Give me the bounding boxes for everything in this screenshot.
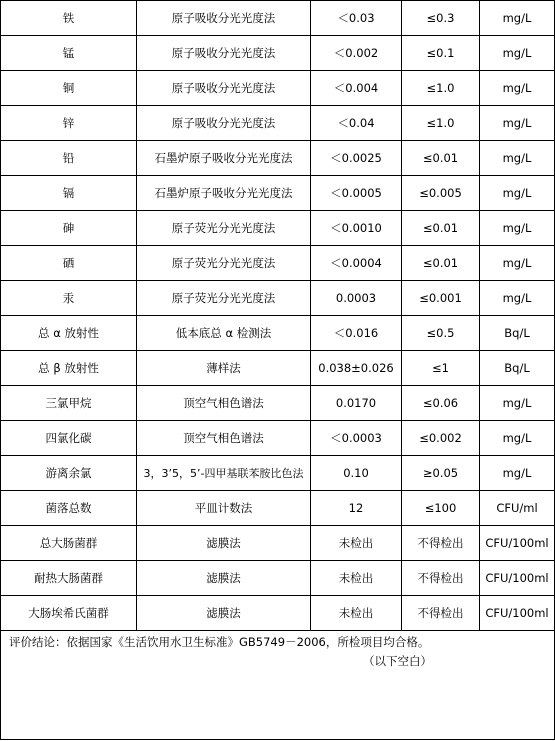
item-cell: 总 β 放射性 — [1, 351, 137, 386]
result-cell: 0.0170 — [311, 386, 402, 421]
result-cell: ＜0.04 — [311, 106, 402, 141]
result-cell: 未检出 — [311, 596, 402, 631]
conclusion-text: 评价结论：依据国家《生活饮用水卫生标准》GB5749－2006，所检项目均合格。 — [9, 635, 430, 649]
table-row — [1, 526, 555, 561]
limit-cell: ≤1.0 — [402, 71, 480, 106]
item-cell: 铅 — [1, 141, 137, 176]
table-row — [1, 316, 555, 351]
item-cell: 游离余氯 — [1, 456, 137, 491]
limit-cell: 不得检出 — [402, 561, 480, 596]
unit-cell: mg/L — [480, 211, 555, 246]
limit-cell: ≥0.05 — [402, 456, 480, 491]
method-cell: 顶空气相色谱法 — [137, 421, 311, 456]
result-cell: ＜0.004 — [311, 71, 402, 106]
table-row — [1, 561, 555, 596]
item-cell: 大肠埃希氏菌群 — [1, 596, 137, 631]
result-cell: 0.0003 — [311, 281, 402, 316]
method-cell: 滤膜法 — [137, 561, 311, 596]
method-cell: 薄样法 — [137, 351, 311, 386]
blank-note: （以下空白） — [363, 654, 432, 668]
unit-cell: Bq/L — [480, 316, 555, 351]
method-cell: 原子荧光分光光度法 — [137, 246, 311, 281]
result-cell: 12 — [311, 491, 402, 526]
limit-cell: ≤0.01 — [402, 246, 480, 281]
result-cell: ＜0.0003 — [311, 421, 402, 456]
item-cell: 铁 — [1, 1, 137, 36]
table-row — [1, 106, 555, 141]
method-cell: 低本底总 α 检测法 — [137, 316, 311, 351]
conclusion-row — [1, 631, 555, 740]
result-cell: 未检出 — [311, 561, 402, 596]
method-cell: 原子荧光分光光度法 — [137, 211, 311, 246]
limit-cell: ≤100 — [402, 491, 480, 526]
table-row — [1, 176, 555, 211]
method-cell: 3，3’5，5’-四甲基联苯胺比色法 — [137, 456, 311, 491]
limit-cell: 不得检出 — [402, 526, 480, 561]
limit-cell: ≤0.06 — [402, 386, 480, 421]
unit-cell: CFU/100ml — [480, 526, 555, 561]
unit-cell: CFU/100ml — [480, 561, 555, 596]
method-cell: 顶空气相色谱法 — [137, 386, 311, 421]
table-row — [1, 246, 555, 281]
limit-cell: ≤0.1 — [402, 36, 480, 71]
unit-cell: mg/L — [480, 36, 555, 71]
item-cell: 镉 — [1, 176, 137, 211]
unit-cell: mg/L — [480, 106, 555, 141]
item-cell: 砷 — [1, 211, 137, 246]
table-row — [1, 281, 555, 316]
unit-cell: mg/L — [480, 71, 555, 106]
table-row — [1, 1, 555, 36]
method-cell: 滤膜法 — [137, 596, 311, 631]
table-row — [1, 596, 555, 631]
result-cell: ＜0.0025 — [311, 141, 402, 176]
unit-cell: Bq/L — [480, 351, 555, 386]
method-cell: 原子荧光分光光度法 — [137, 281, 311, 316]
item-cell: 锌 — [1, 106, 137, 141]
item-cell: 总大肠菌群 — [1, 526, 137, 561]
method-cell: 原子吸收分光光度法 — [137, 36, 311, 71]
table-row — [1, 491, 555, 526]
unit-cell: mg/L — [480, 281, 555, 316]
limit-cell: ≤0.01 — [402, 141, 480, 176]
unit-cell: CFU/100ml — [480, 596, 555, 631]
result-cell: ＜0.0010 — [311, 211, 402, 246]
method-cell: 原子吸收分光光度法 — [137, 1, 311, 36]
result-cell: ＜0.016 — [311, 316, 402, 351]
item-cell: 四氯化碳 — [1, 421, 137, 456]
result-cell: ＜0.0004 — [311, 246, 402, 281]
item-cell: 耐热大肠菌群 — [1, 561, 137, 596]
item-cell: 锰 — [1, 36, 137, 71]
method-cell: 原子吸收分光光度法 — [137, 71, 311, 106]
unit-cell: mg/L — [480, 456, 555, 491]
limit-cell: ≤0.002 — [402, 421, 480, 456]
unit-cell: mg/L — [480, 386, 555, 421]
unit-cell: CFU/ml — [480, 491, 555, 526]
unit-cell: mg/L — [480, 141, 555, 176]
table-row — [1, 141, 555, 176]
result-cell: ＜0.002 — [311, 36, 402, 71]
table-row — [1, 351, 555, 386]
results-body — [1, 1, 555, 631]
table-row — [1, 386, 555, 421]
limit-cell: ≤0.5 — [402, 316, 480, 351]
table-row — [1, 36, 555, 71]
table-row — [1, 421, 555, 456]
result-cell: ＜0.03 — [311, 1, 402, 36]
unit-cell: mg/L — [480, 1, 555, 36]
limit-cell: ≤1 — [402, 351, 480, 386]
table-row — [1, 71, 555, 106]
unit-cell: mg/L — [480, 421, 555, 456]
item-cell: 铜 — [1, 71, 137, 106]
item-cell: 硒 — [1, 246, 137, 281]
item-cell: 总 α 放射性 — [1, 316, 137, 351]
limit-cell: ≤0.001 — [402, 281, 480, 316]
table-row — [1, 211, 555, 246]
method-cell: 石墨炉原子吸收分光光度法 — [137, 141, 311, 176]
result-cell: 0.10 — [311, 456, 402, 491]
result-cell: 0.038±0.026 — [311, 351, 402, 386]
item-cell: 三氯甲烷 — [1, 386, 137, 421]
method-cell: 原子吸收分光光度法 — [137, 106, 311, 141]
item-cell: 汞 — [1, 281, 137, 316]
method-cell: 平皿计数法 — [137, 491, 311, 526]
unit-cell: mg/L — [480, 176, 555, 211]
item-cell: 菌落总数 — [1, 491, 137, 526]
method-cell: 滤膜法 — [137, 526, 311, 561]
limit-cell: 不得检出 — [402, 596, 480, 631]
method-cell: 石墨炉原子吸收分光光度法 — [137, 176, 311, 211]
limit-cell: ≤1.0 — [402, 106, 480, 141]
unit-cell: mg/L — [480, 246, 555, 281]
limit-cell: ≤0.3 — [402, 1, 480, 36]
limit-cell: ≤0.01 — [402, 211, 480, 246]
result-cell: ＜0.0005 — [311, 176, 402, 211]
table-row — [1, 456, 555, 491]
result-cell: 未检出 — [311, 526, 402, 561]
conclusion-cell — [1, 631, 555, 740]
limit-cell: ≤0.005 — [402, 176, 480, 211]
